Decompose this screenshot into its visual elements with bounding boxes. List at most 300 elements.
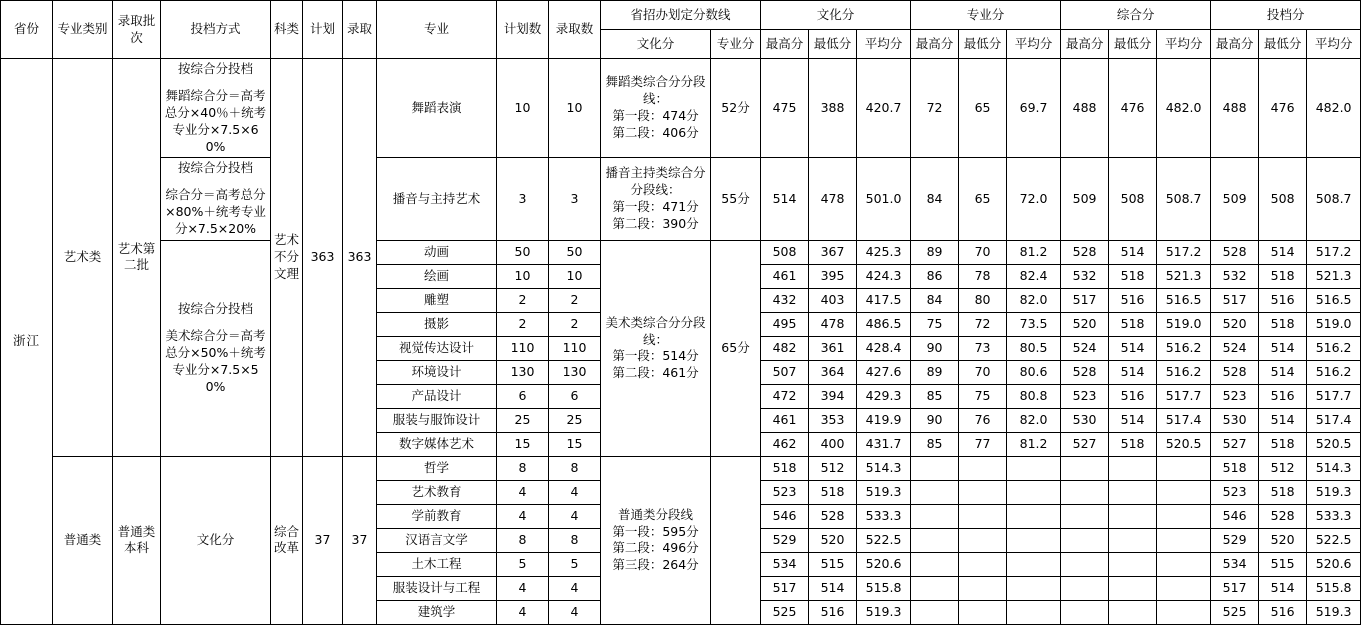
cell-submitted-min: 514 — [1259, 576, 1307, 600]
cell-professional-max: 75 — [911, 312, 959, 336]
cell-major-admitted: 4 — [549, 504, 601, 528]
cell-culture-max: 495 — [761, 312, 809, 336]
cell-professional-min — [959, 600, 1007, 624]
cell-comprehensive-avg — [1157, 456, 1211, 480]
cell-culture-min: 400 — [809, 432, 857, 456]
cell-admitted-general: 37 — [343, 456, 377, 624]
cell-submitted-avg: 519.3 — [1307, 480, 1361, 504]
cell-submitted-min: 518 — [1259, 432, 1307, 456]
cell-culture-max: 432 — [761, 288, 809, 312]
cutoff-line-2: 第二段：461分 — [612, 365, 699, 381]
cell-submitted-avg: 517.7 — [1307, 384, 1361, 408]
cell-professional-min: 78 — [959, 264, 1007, 288]
method-formula-broadcast: 综合分＝高考总分×80%＋统考专业分×7.5×20% — [165, 187, 266, 236]
cell-professional-avg — [1007, 504, 1061, 528]
col-major-admitted: 录取数 — [549, 1, 601, 59]
cell-professional-max — [911, 600, 959, 624]
cell-comprehensive-avg — [1157, 528, 1211, 552]
cell-culture-max: 461 — [761, 264, 809, 288]
cell-major-plan: 2 — [497, 288, 549, 312]
cell-major-admitted: 25 — [549, 408, 601, 432]
cell-major-category-art: 艺术类 — [53, 59, 113, 457]
cell-major-name: 服装设计与工程 — [377, 576, 497, 600]
cell-culture-avg: 419.9 — [857, 408, 911, 432]
col-culture-score-group: 文化分 — [761, 1, 911, 30]
cell-comprehensive-avg: 516.2 — [1157, 360, 1211, 384]
cell-major-name: 雕塑 — [377, 288, 497, 312]
cell-submitted-max: 488 — [1211, 59, 1259, 158]
col-cutoff-professional: 专业分 — [711, 30, 761, 59]
cutoff-line-2: 第二段：406分 — [612, 125, 699, 141]
cell-professional-min: 80 — [959, 288, 1007, 312]
cell-method-dance — [161, 59, 271, 158]
col-major: 专业 — [377, 1, 497, 59]
cell-province: 浙江 — [1, 59, 53, 625]
cell-cutoff-culture-fineart — [601, 240, 711, 456]
cell-major-plan: 110 — [497, 336, 549, 360]
cell-comprehensive-min — [1109, 504, 1157, 528]
cell-comprehensive-avg: 519.0 — [1157, 312, 1211, 336]
cell-culture-min: 514 — [809, 576, 857, 600]
cell-major-plan: 2 — [497, 312, 549, 336]
cell-major-admitted: 10 — [549, 264, 601, 288]
cell-major-name: 服装与服饰设计 — [377, 408, 497, 432]
cell-professional-min — [959, 528, 1007, 552]
cell-professional-max — [911, 528, 959, 552]
col-submitted-max: 最高分 — [1211, 30, 1259, 59]
cell-comprehensive-min: 514 — [1109, 336, 1157, 360]
cell-comprehensive-min — [1109, 528, 1157, 552]
cell-submitted-max: 523 — [1211, 384, 1259, 408]
cell-comprehensive-avg: 508.7 — [1157, 158, 1211, 241]
cell-major-admitted: 10 — [549, 59, 601, 158]
cutoff-line-3: 第三段：264分 — [612, 557, 699, 573]
col-province: 省份 — [1, 1, 53, 59]
cell-culture-min: 516 — [809, 600, 857, 624]
col-admitted: 录取 — [343, 1, 377, 59]
cell-comprehensive-min: 518 — [1109, 264, 1157, 288]
cell-submitted-max: 529 — [1211, 528, 1259, 552]
cell-submitted-max: 517 — [1211, 576, 1259, 600]
cell-major-admitted: 4 — [549, 600, 601, 624]
cell-professional-min — [959, 480, 1007, 504]
cell-comprehensive-min: 508 — [1109, 158, 1157, 241]
cell-major-admitted: 2 — [549, 312, 601, 336]
cell-major-name: 动画 — [377, 240, 497, 264]
cell-culture-max: 462 — [761, 432, 809, 456]
cell-major-name: 环境设计 — [377, 360, 497, 384]
cell-major-plan: 4 — [497, 504, 549, 528]
cell-submitted-min: 508 — [1259, 158, 1307, 241]
cell-plan-general: 37 — [303, 456, 343, 624]
col-major-plan: 计划数 — [497, 1, 549, 59]
cutoff-line-1: 第一段：595分 — [612, 523, 699, 539]
cell-professional-avg: 72.0 — [1007, 158, 1061, 241]
cell-culture-avg: 522.5 — [857, 528, 911, 552]
cell-method-broadcast — [161, 158, 271, 241]
cell-submitted-avg: 515.8 — [1307, 576, 1361, 600]
cell-comprehensive-max — [1061, 456, 1109, 480]
cell-professional-max: 84 — [911, 158, 959, 241]
cell-comprehensive-max: 530 — [1061, 408, 1109, 432]
cell-culture-avg: 501.0 — [857, 158, 911, 241]
cell-major-name: 舞蹈表演 — [377, 59, 497, 158]
cell-professional-avg — [1007, 528, 1061, 552]
cell-comprehensive-min — [1109, 600, 1157, 624]
cell-major-plan: 15 — [497, 432, 549, 456]
cell-comprehensive-max: 488 — [1061, 59, 1109, 158]
cell-submitted-min: 514 — [1259, 360, 1307, 384]
cell-major-name: 艺术教育 — [377, 480, 497, 504]
cell-major-plan: 10 — [497, 264, 549, 288]
col-comprehensive-score-group: 综合分 — [1061, 1, 1211, 30]
cell-comprehensive-min: 516 — [1109, 288, 1157, 312]
cell-major-admitted: 6 — [549, 384, 601, 408]
cell-method-general — [161, 456, 271, 624]
cell-comprehensive-max — [1061, 552, 1109, 576]
cell-culture-avg: 515.8 — [857, 576, 911, 600]
cell-major-name: 摄影 — [377, 312, 497, 336]
cell-culture-min: 361 — [809, 336, 857, 360]
cell-professional-avg: 81.2 — [1007, 240, 1061, 264]
cell-submitted-max: 524 — [1211, 336, 1259, 360]
cell-culture-max: 534 — [761, 552, 809, 576]
cell-subject-general: 综合改革 — [271, 456, 303, 624]
cell-professional-avg: 80.5 — [1007, 336, 1061, 360]
method-title-dance: 按综合分投档 — [177, 61, 253, 76]
cell-major-admitted: 3 — [549, 158, 601, 241]
cell-major-plan: 50 — [497, 240, 549, 264]
cell-submitted-max: 517 — [1211, 288, 1259, 312]
cell-major-name: 产品设计 — [377, 384, 497, 408]
cell-comprehensive-max: 520 — [1061, 312, 1109, 336]
cell-comprehensive-max — [1061, 576, 1109, 600]
cell-comprehensive-min: 518 — [1109, 432, 1157, 456]
cell-professional-max — [911, 456, 959, 480]
cell-comprehensive-max: 524 — [1061, 336, 1109, 360]
cell-submitted-avg: 533.3 — [1307, 504, 1361, 528]
cell-cutoff-culture-broadcast — [601, 158, 711, 241]
cell-submitted-max: 525 — [1211, 600, 1259, 624]
cell-major-admitted: 8 — [549, 528, 601, 552]
cell-culture-max: 525 — [761, 600, 809, 624]
cell-batch-art: 艺术第二批 — [113, 59, 161, 457]
cell-comprehensive-avg: 516.2 — [1157, 336, 1211, 360]
cell-professional-max — [911, 480, 959, 504]
cell-comprehensive-min: 514 — [1109, 240, 1157, 264]
cell-culture-avg: 424.3 — [857, 264, 911, 288]
cell-culture-avg: 431.7 — [857, 432, 911, 456]
cell-major-admitted: 15 — [549, 432, 601, 456]
cell-professional-min: 77 — [959, 432, 1007, 456]
cell-culture-min: 364 — [809, 360, 857, 384]
cell-comprehensive-max — [1061, 600, 1109, 624]
cell-professional-min — [959, 552, 1007, 576]
table-header-row-1 — [1, 1, 1361, 30]
cell-major-plan: 10 — [497, 59, 549, 158]
cell-cutoff-culture-general — [601, 456, 711, 624]
cell-comprehensive-avg — [1157, 504, 1211, 528]
cell-cutoff-professional — [711, 456, 761, 624]
cell-culture-min: 478 — [809, 158, 857, 241]
cell-culture-min: 394 — [809, 384, 857, 408]
cell-submitted-max: 546 — [1211, 504, 1259, 528]
cell-comprehensive-max: 532 — [1061, 264, 1109, 288]
cell-submitted-max: 509 — [1211, 158, 1259, 241]
cell-professional-max: 89 — [911, 240, 959, 264]
cell-submitted-avg: 517.4 — [1307, 408, 1361, 432]
cell-professional-avg — [1007, 552, 1061, 576]
cell-comprehensive-max: 527 — [1061, 432, 1109, 456]
cell-cutoff-professional: 65分 — [711, 240, 761, 456]
cell-professional-max — [911, 552, 959, 576]
cell-comprehensive-min — [1109, 456, 1157, 480]
cell-comprehensive-avg — [1157, 552, 1211, 576]
cell-professional-avg — [1007, 456, 1061, 480]
cell-culture-avg: 486.5 — [857, 312, 911, 336]
cell-comprehensive-avg: 521.3 — [1157, 264, 1211, 288]
cell-professional-min: 70 — [959, 360, 1007, 384]
cell-professional-max: 85 — [911, 384, 959, 408]
cell-major-admitted: 8 — [549, 456, 601, 480]
cell-culture-avg: 428.4 — [857, 336, 911, 360]
cell-comprehensive-min: 476 — [1109, 59, 1157, 158]
col-comprehensive-avg: 平均分 — [1157, 30, 1211, 59]
cell-comprehensive-min — [1109, 552, 1157, 576]
cell-submitted-max: 520 — [1211, 312, 1259, 336]
cell-major-plan: 4 — [497, 480, 549, 504]
cell-professional-max — [911, 504, 959, 528]
cell-major-plan: 6 — [497, 384, 549, 408]
cell-major-plan: 3 — [497, 158, 549, 241]
cell-culture-max: 461 — [761, 408, 809, 432]
method-formula-fineart: 美术综合分＝高考总分×50%＋统考专业分×7.5×50% — [165, 328, 266, 394]
cell-culture-avg: 514.3 — [857, 456, 911, 480]
col-culture-min: 最低分 — [809, 30, 857, 59]
cell-professional-min: 65 — [959, 59, 1007, 158]
cell-comprehensive-avg: 482.0 — [1157, 59, 1211, 158]
cell-culture-avg: 420.7 — [857, 59, 911, 158]
table-row — [1, 240, 1361, 264]
cell-comprehensive-min — [1109, 576, 1157, 600]
cell-comprehensive-min: 514 — [1109, 408, 1157, 432]
cell-cutoff-professional: 55分 — [711, 158, 761, 241]
cell-submitted-min: 512 — [1259, 456, 1307, 480]
cell-comprehensive-min: 514 — [1109, 360, 1157, 384]
cutoff-line-2: 第二段：496分 — [612, 540, 699, 556]
cell-professional-avg — [1007, 576, 1061, 600]
cell-comprehensive-min — [1109, 480, 1157, 504]
cell-submitted-min: 518 — [1259, 312, 1307, 336]
cell-professional-max: 72 — [911, 59, 959, 158]
cell-major-admitted: 4 — [549, 480, 601, 504]
cell-submitted-min: 515 — [1259, 552, 1307, 576]
cutoff-title: 播音主持类综合分分段线： — [605, 165, 706, 198]
cell-professional-avg — [1007, 600, 1061, 624]
cell-culture-min: 478 — [809, 312, 857, 336]
cell-subject-art: 艺术不分文理 — [271, 59, 303, 457]
cell-submitted-min: 514 — [1259, 336, 1307, 360]
cell-major-name: 汉语言文学 — [377, 528, 497, 552]
col-submitted-avg: 平均分 — [1307, 30, 1361, 59]
cell-comprehensive-avg — [1157, 480, 1211, 504]
cell-culture-avg: 519.3 — [857, 600, 911, 624]
cell-submitted-min: 516 — [1259, 384, 1307, 408]
cell-major-name: 学前教育 — [377, 504, 497, 528]
cell-comprehensive-min: 516 — [1109, 384, 1157, 408]
cell-submitted-avg: 519.3 — [1307, 600, 1361, 624]
cell-major-name: 土木工程 — [377, 552, 497, 576]
cell-major-plan: 8 — [497, 456, 549, 480]
cutoff-line-2: 第二段：390分 — [612, 216, 699, 231]
cell-submitted-max: 534 — [1211, 552, 1259, 576]
cell-culture-min: 403 — [809, 288, 857, 312]
col-professional-score-group: 专业分 — [911, 1, 1061, 30]
cell-professional-min: 70 — [959, 240, 1007, 264]
cell-professional-min: 72 — [959, 312, 1007, 336]
cell-culture-max: 472 — [761, 384, 809, 408]
cell-culture-avg: 533.3 — [857, 504, 911, 528]
method-formula-dance: 舞蹈综合分＝高考总分×40％＋统考专业分×7.5×60% — [164, 87, 267, 154]
table-row — [1, 59, 1361, 158]
cell-major-name: 视觉传达设计 — [377, 336, 497, 360]
cell-professional-min — [959, 576, 1007, 600]
cell-major-name: 哲学 — [377, 456, 497, 480]
cell-culture-max: 517 — [761, 576, 809, 600]
cell-comprehensive-max — [1061, 480, 1109, 504]
cell-submitted-min: 514 — [1259, 240, 1307, 264]
cell-culture-min: 518 — [809, 480, 857, 504]
cell-comprehensive-max: 528 — [1061, 240, 1109, 264]
cell-professional-avg — [1007, 480, 1061, 504]
cell-comprehensive-avg: 517.7 — [1157, 384, 1211, 408]
cell-major-admitted: 130 — [549, 360, 601, 384]
cell-comprehensive-max: 523 — [1061, 384, 1109, 408]
cell-submitted-min: 476 — [1259, 59, 1307, 158]
cell-submitted-min: 528 — [1259, 504, 1307, 528]
cell-submitted-min: 520 — [1259, 528, 1307, 552]
cell-submitted-avg: 520.5 — [1307, 432, 1361, 456]
cell-professional-min — [959, 504, 1007, 528]
cell-submitted-avg: 514.3 — [1307, 456, 1361, 480]
cell-major-plan: 8 — [497, 528, 549, 552]
cell-submitted-avg: 508.7 — [1307, 158, 1361, 241]
cell-professional-min — [959, 456, 1007, 480]
col-professional-avg: 平均分 — [1007, 30, 1061, 59]
col-culture-max: 最高分 — [761, 30, 809, 59]
col-admission-method: 投档方式 — [161, 1, 271, 59]
col-comprehensive-min: 最低分 — [1109, 30, 1157, 59]
cell-professional-avg: 69.7 — [1007, 59, 1061, 158]
cell-submitted-avg: 482.0 — [1307, 59, 1361, 158]
cell-submitted-avg: 519.0 — [1307, 312, 1361, 336]
col-batch: 录取批次 — [113, 1, 161, 59]
cell-cutoff-culture-dance — [601, 59, 711, 158]
cell-submitted-min: 516 — [1259, 600, 1307, 624]
col-comprehensive-max: 最高分 — [1061, 30, 1109, 59]
cell-culture-max: 518 — [761, 456, 809, 480]
col-provincial-cutoff: 省招办划定分数线 — [601, 1, 761, 30]
cell-major-plan: 25 — [497, 408, 549, 432]
cell-comprehensive-max — [1061, 528, 1109, 552]
cell-professional-avg: 82.4 — [1007, 264, 1061, 288]
cell-comprehensive-avg: 517.4 — [1157, 408, 1211, 432]
cell-comprehensive-avg: 517.2 — [1157, 240, 1211, 264]
col-subject: 科类 — [271, 1, 303, 59]
cell-culture-max: 482 — [761, 336, 809, 360]
cell-professional-avg: 81.2 — [1007, 432, 1061, 456]
cell-culture-min: 528 — [809, 504, 857, 528]
cutoff-line-1: 第一段：474分 — [612, 108, 699, 124]
cell-culture-min: 388 — [809, 59, 857, 158]
cell-professional-max — [911, 576, 959, 600]
cell-professional-avg: 80.6 — [1007, 360, 1061, 384]
cell-culture-max: 507 — [761, 360, 809, 384]
cell-culture-min: 515 — [809, 552, 857, 576]
cell-submitted-min: 514 — [1259, 408, 1307, 432]
cell-major-plan: 5 — [497, 552, 549, 576]
cell-culture-min: 367 — [809, 240, 857, 264]
cutoff-title: 美术类综合分分段线： — [605, 314, 706, 347]
cell-major-category-general: 普通类 — [53, 456, 113, 624]
cell-submitted-min: 516 — [1259, 288, 1307, 312]
cell-comprehensive-min: 518 — [1109, 312, 1157, 336]
cell-major-admitted: 110 — [549, 336, 601, 360]
cell-submitted-max: 530 — [1211, 408, 1259, 432]
cell-major-plan: 4 — [497, 600, 549, 624]
col-submitted-score-group: 投档分 — [1211, 1, 1361, 30]
cell-submitted-avg: 516.2 — [1307, 336, 1361, 360]
cutoff-title: 普通类分段线 — [617, 506, 693, 522]
cell-major-admitted: 5 — [549, 552, 601, 576]
cell-comprehensive-max: 509 — [1061, 158, 1109, 241]
cell-major-name: 播音与主持艺术 — [377, 158, 497, 241]
table-row — [1, 158, 1361, 241]
method-general-label: 文化分 — [196, 531, 235, 547]
cell-comprehensive-avg — [1157, 600, 1211, 624]
cell-professional-min: 75 — [959, 384, 1007, 408]
cell-culture-avg: 429.3 — [857, 384, 911, 408]
cell-culture-min: 353 — [809, 408, 857, 432]
table-row — [1, 456, 1361, 480]
cell-submitted-max: 527 — [1211, 432, 1259, 456]
cell-submitted-max: 532 — [1211, 264, 1259, 288]
cell-submitted-min: 518 — [1259, 264, 1307, 288]
cell-culture-avg: 425.3 — [857, 240, 911, 264]
cell-culture-avg: 417.5 — [857, 288, 911, 312]
col-major-category: 专业类别 — [53, 1, 113, 59]
cell-submitted-avg: 517.2 — [1307, 240, 1361, 264]
cell-professional-max: 86 — [911, 264, 959, 288]
cell-comprehensive-avg — [1157, 576, 1211, 600]
cell-culture-avg: 427.6 — [857, 360, 911, 384]
cell-professional-max: 90 — [911, 408, 959, 432]
cell-culture-max: 546 — [761, 504, 809, 528]
cell-culture-max: 508 — [761, 240, 809, 264]
cutoff-line-1: 第一段：514分 — [612, 348, 699, 364]
cell-submitted-min: 518 — [1259, 480, 1307, 504]
cell-submitted-max: 528 — [1211, 240, 1259, 264]
cell-professional-min: 76 — [959, 408, 1007, 432]
cell-professional-max: 84 — [911, 288, 959, 312]
method-title-broadcast: 按综合分投档 — [177, 160, 253, 176]
cell-culture-min: 512 — [809, 456, 857, 480]
col-submitted-min: 最低分 — [1259, 30, 1307, 59]
cell-culture-avg: 519.3 — [857, 480, 911, 504]
col-professional-max: 最高分 — [911, 30, 959, 59]
col-professional-min: 最低分 — [959, 30, 1007, 59]
cell-plan-art: 363 — [303, 59, 343, 457]
